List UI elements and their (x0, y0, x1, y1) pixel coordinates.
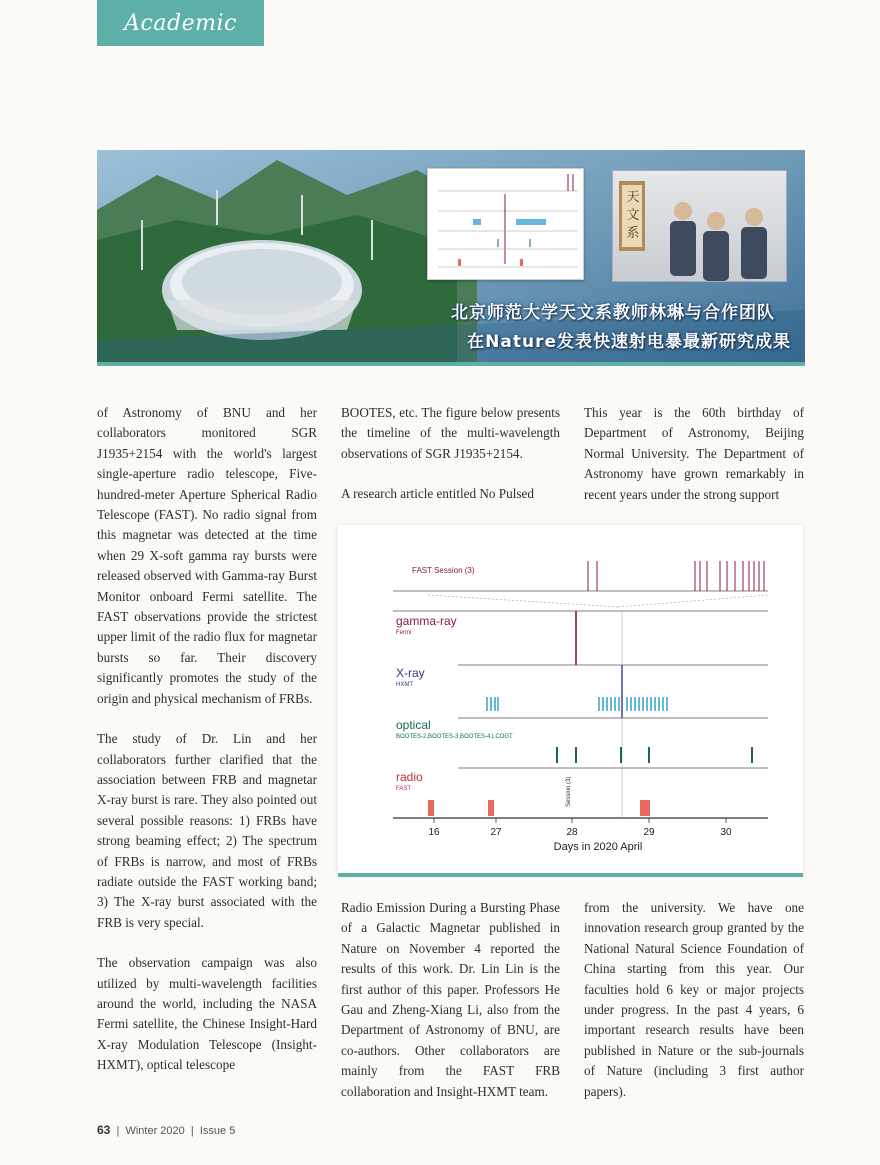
paragraph: The observation campaign was also utilized by multi-wavelength facilities around the world, including the NASA Fermi satellite, the Chinese Insight-Hard X-ray Modulation Telescope (Insight-HXMT), optical telescope (97, 955, 317, 1073)
issue-date: Winter 2020 (125, 1125, 185, 1137)
panel-label-radio: radio (396, 770, 423, 784)
x-tick-label: 29 (643, 827, 655, 838)
banner-team-photo (612, 170, 787, 282)
session-label: Session (3) (566, 776, 572, 807)
radio-blocks (428, 800, 650, 816)
article-column-3-top (584, 403, 804, 505)
overview-label: FAST Session (3) (412, 566, 475, 575)
banner-mini-chart (427, 168, 584, 280)
article-column-3-bottom (584, 898, 804, 1102)
panel-label-gamma: gamma-ray (396, 614, 457, 628)
issue-number: Issue 5 (199, 1125, 236, 1137)
page-number: 63 (97, 1123, 111, 1137)
figure-underline (338, 873, 803, 877)
panel-label-optical: optical (396, 718, 431, 732)
paragraph: A research article entitled No Pulsed (341, 486, 534, 502)
overview-panel (393, 561, 768, 607)
panel-sub-xray: HXMT (396, 682, 413, 688)
x-tick-label: 27 (490, 827, 502, 838)
paragraph: This year is the 60th birthday of Department of Astronomy, Beijing Normal University. The Department of Astronomy have grown remarkably in recent years under the strong support (584, 405, 804, 502)
xray-bars (486, 697, 668, 711)
timeline-chart (338, 525, 803, 875)
x-axis-label: Days in 2020 April (553, 841, 643, 853)
plaque-text: 天文系 (626, 190, 640, 241)
paragraph: BOOTES, etc. The figure below presents the timeline of the multi-wavelength observations of SGR J1935+2154. (341, 405, 560, 461)
panel-sub-optical: BOOTES-2,BOOTES-3,BOOTES-4,LCOGT (396, 734, 513, 740)
x-tick-label: 16 (428, 827, 440, 838)
section-tag: Academic (97, 0, 264, 46)
x-tick-label: 28 (566, 827, 578, 838)
article-column-2-bottom (341, 898, 560, 1102)
article-column-2-top (341, 403, 560, 505)
paragraph: Radio Emission During a Bursting Phase of a Galactic Magnetar published in Nature on November 4 reported the results of this work. Dr. Lin Lin is the first author of this paper. Professors He Gau and Zheng-Xiang Li, also from the Department of Astronomy of BNU, are co-authors. Other collaborators are mainly from the FAST FRB collaboration and Insight-HXMT team. (341, 900, 560, 1099)
paragraph: The study of Dr. Lin and her collaborators further clarified that the association between FRB and magnetar X-ray burst is rare. They also pointed out several possible reasons: 1) FRBs have strong beaming effect; 2) The spectrum of FRBs is narrow, and most of FRBs radiate outside the FAST working band; 3) The X-ray burst associated with the FRB is very special. (97, 731, 317, 930)
panel-label-xray: X-ray (396, 666, 425, 680)
optical-ticks (557, 747, 752, 763)
banner-image (97, 150, 805, 365)
article-column-1 (97, 403, 317, 1076)
paragraph: from the university. We have one innovation research group granted by the National Natural Science Foundation of China starting from this year. Our faculties hold 6 key or major projects under progress. In the past 4 years, 6 important research results have been published in Nature or the sub-journals of Nature (including 3 first author papers). (584, 900, 804, 1099)
banner-headline-1: 北京师范大学天文系教师林琳与合作团队 (451, 303, 775, 323)
banner-underline (97, 362, 805, 366)
page-footer: 63 | Winter 2020 | Issue 5 (97, 1123, 236, 1137)
banner-headline-2: 在Nature发表快速射电暴最新研究成果 (467, 332, 791, 352)
x-tick-label: 30 (720, 827, 732, 838)
panel-sub-radio: FAST (396, 786, 412, 792)
timeline-figure (338, 525, 803, 875)
paragraph: of Astronomy of BNU and her collaborators monitored SGR J1935+2154 with the world's largest single-aperture radio telescope, Five-hundred-meter Aperture Spherical Radio Telescope (FAST). No radio signal from this magnetar was detected at the time when 29 X-soft gamma ray bursts were released observed with Gamma-ray Burst Monitor onboard Fermi satellite. The FAST observations provide the strictest upper limit of the radio flux for magnetar bursts so far. Their discovery significantly promotes the study of the origin and physical mechanism of FRBs. (97, 405, 317, 706)
panel-sub-gamma: Fermi (396, 630, 412, 636)
